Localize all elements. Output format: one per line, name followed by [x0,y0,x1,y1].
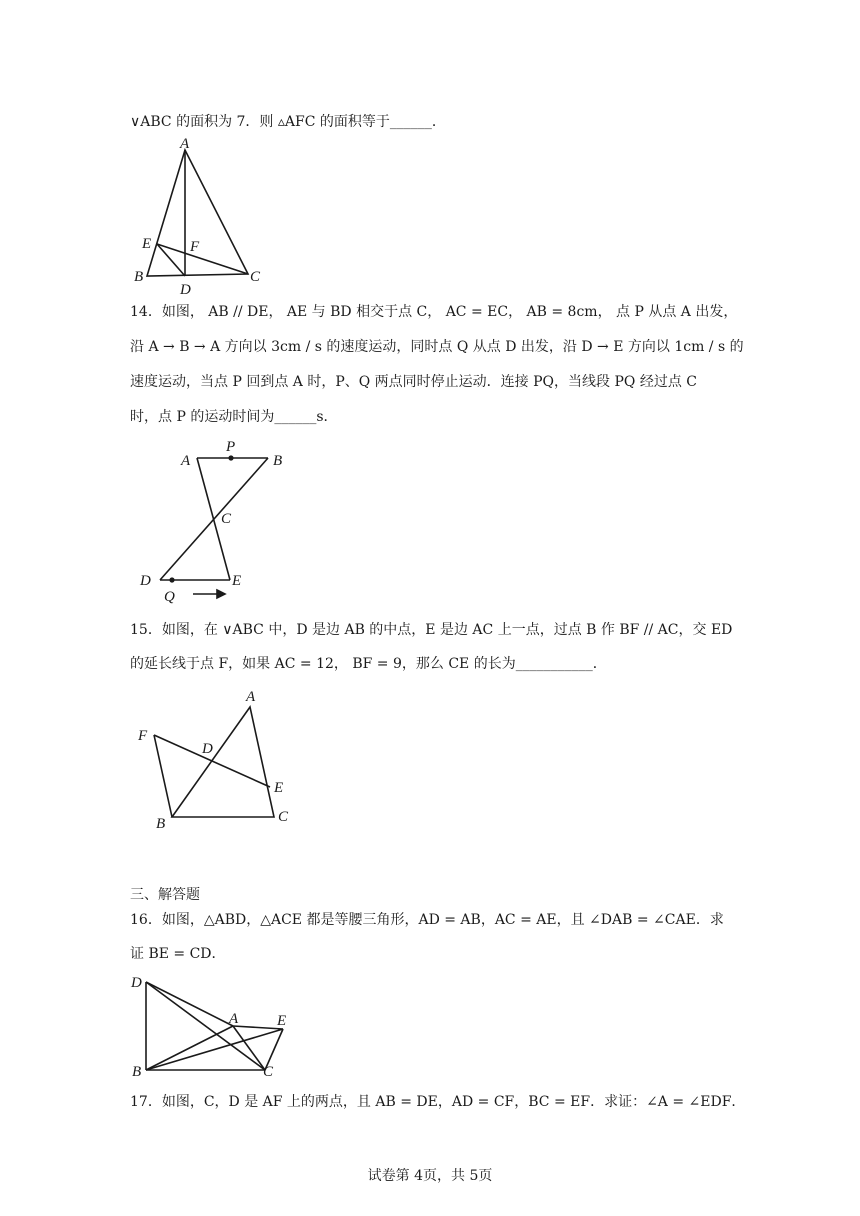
triangle-abc [172,707,274,817]
label-c: C [250,269,261,285]
label-b: B [132,1064,142,1080]
segment-da [146,982,233,1026]
q16-line-2: 证 BE = CD． [130,946,226,962]
segment-bd [160,458,268,580]
label-b: B [156,816,166,832]
label-c: C [221,511,232,527]
figure-13-triangle [130,136,270,296]
q15-line-2: 的延长线于点 F，如果 AC = 12， BF = 9，那么 CE 的长为___________． [130,656,607,672]
label-f: F [190,239,200,255]
figure-16-isosceles [128,972,308,1082]
label-d: D [202,741,213,757]
label-d: D [180,282,191,298]
label-c: C [278,809,289,825]
q17-line: 17．如图，C，D 是 AF 上的两点，且 AB = DE，AD = CF，BC = EF．求证：∠A = ∠EDF． [130,1094,746,1110]
direction-arrow-icon [217,590,225,598]
q14-line-4: 时，点 P 的运动时间为______s． [130,409,338,425]
q14-line-3: 速度运动，当点 P 回到点 A 时，P、Q 两点同时停止运动．连接 PQ，当线段 PQ 经过点 C [130,374,697,390]
segment-ac [233,1026,265,1070]
page-footer: 试卷第 4页，共 5页 [367,1168,493,1184]
label-e: E [232,573,242,589]
point-p [228,455,233,460]
label-d: D [131,975,142,991]
section-heading-solutions: 三、解答题 [130,887,200,903]
q16-line-1: 16．如图，△ABD，△ACE 都是等腰三角形，AD = AB，AC = AE，且 ∠DAB = ∠CAE．求 [130,912,724,928]
label-e: E [277,1013,287,1029]
label-p: P [226,439,236,455]
q15-line-1: 15．如图，在 ∨ABC 中，D 是边 AB 的中点，E 是边 AC 上一点，过点 B 作 BF // AC，交 ED [130,622,733,638]
label-b: B [273,453,283,469]
label-b: B [134,269,144,285]
q13-tail-text: ∨ABC 的面积为 7．则 ▵AFC 的面积等于______． [130,114,446,130]
label-f: F [138,728,148,744]
label-c: C [263,1064,274,1080]
point-q [169,577,174,582]
label-e: E [142,236,152,252]
label-q: Q [164,589,175,605]
figure-15-triangle [130,683,310,833]
label-a: A [181,453,191,469]
label-e: E [274,780,284,796]
label-a: A [246,689,256,705]
label-d: D [140,573,151,589]
label-a: A [229,1011,239,1027]
q14-line-2: 沿 A → B → A 方向以 3cm / s 的速度运动，同时点 Q 从点 D 出发，沿 D → E 方向以 1cm / s 的 [130,339,744,355]
segment-bf [154,735,172,817]
segment-dc [146,982,265,1070]
figure-14-hourglass [135,438,295,603]
q14-line-1: 14．如图， AB // DE， AE 与 BD 相交于点 C， AC = EC， AB = 8cm， 点 P 从点 A 出发， [130,304,738,320]
label-a: A [180,136,190,152]
segment-ae [233,1026,283,1029]
